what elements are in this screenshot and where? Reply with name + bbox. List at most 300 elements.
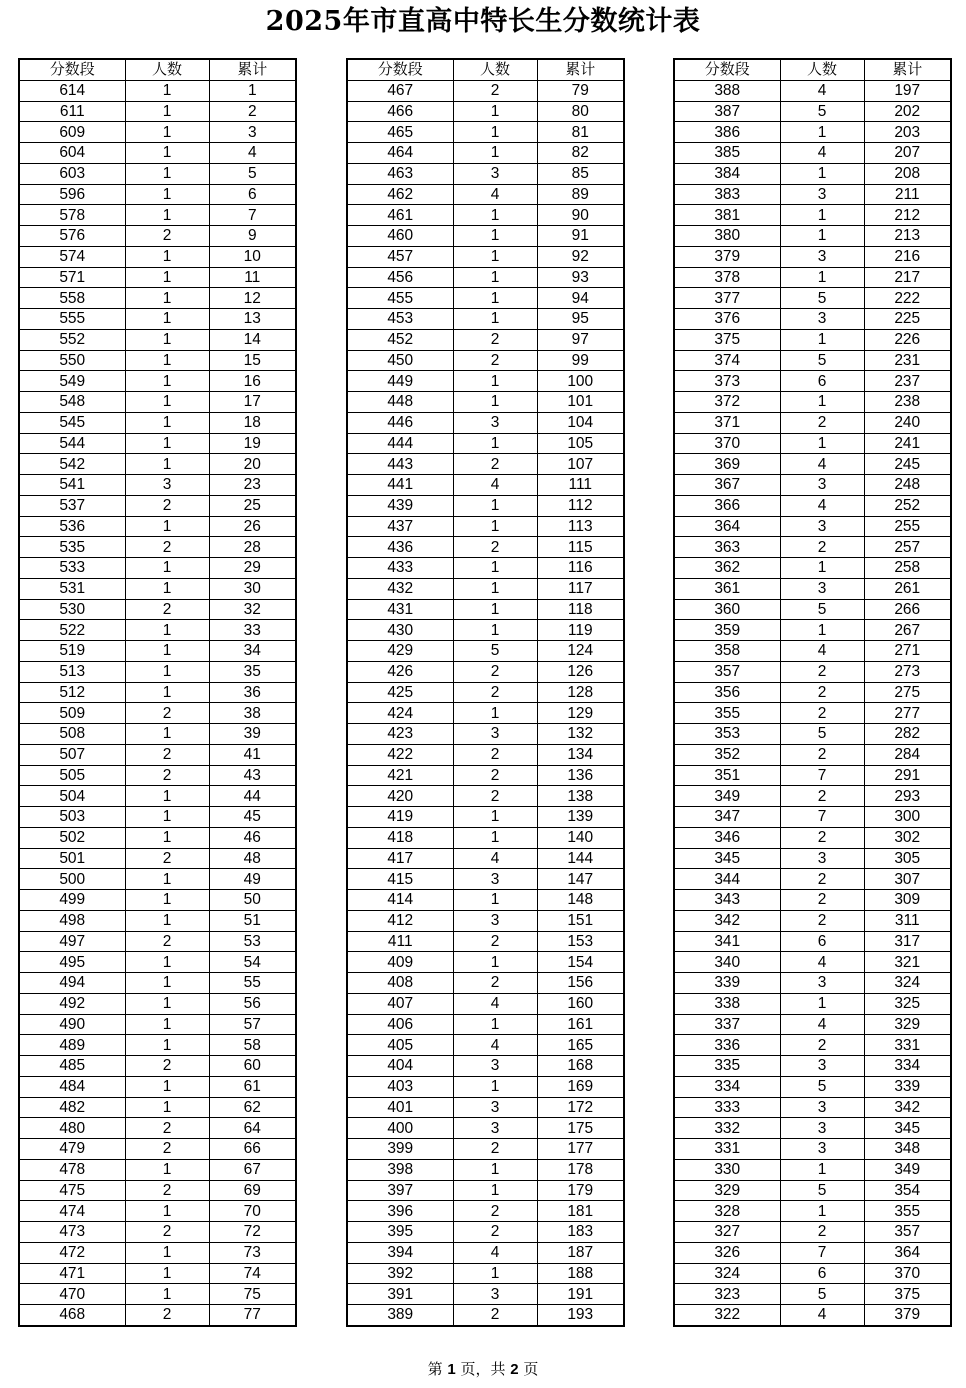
cell-count: 2 bbox=[125, 1056, 209, 1077]
table-row bbox=[674, 122, 951, 143]
table-row bbox=[19, 122, 296, 143]
cell-cumulative: 258 bbox=[864, 558, 951, 579]
cell-cumulative: 50 bbox=[209, 890, 296, 911]
cell-cumulative: 342 bbox=[864, 1097, 951, 1118]
table-row bbox=[674, 599, 951, 620]
cell-score: 480 bbox=[19, 1118, 125, 1139]
cell-score: 478 bbox=[19, 1159, 125, 1180]
table-row bbox=[347, 371, 624, 392]
cell-cumulative: 46 bbox=[209, 827, 296, 848]
table-row bbox=[674, 371, 951, 392]
header-cumulative: 累计 bbox=[537, 59, 624, 80]
cell-count: 3 bbox=[125, 475, 209, 496]
cell-count: 1 bbox=[453, 226, 537, 247]
table-row bbox=[19, 1159, 296, 1180]
cell-cumulative: 79 bbox=[537, 80, 624, 101]
cell-score: 530 bbox=[19, 599, 125, 620]
cell-cumulative: 240 bbox=[864, 412, 951, 433]
cell-cumulative: 30 bbox=[209, 578, 296, 599]
cell-score: 545 bbox=[19, 412, 125, 433]
table-row bbox=[347, 392, 624, 413]
table-row bbox=[347, 1222, 624, 1243]
cell-cumulative: 252 bbox=[864, 495, 951, 516]
cell-cumulative: 183 bbox=[537, 1222, 624, 1243]
cell-score: 603 bbox=[19, 163, 125, 184]
cell-count: 4 bbox=[453, 1035, 537, 1056]
cell-score: 338 bbox=[674, 993, 780, 1014]
cell-score: 460 bbox=[347, 226, 453, 247]
cell-count: 4 bbox=[780, 454, 864, 475]
table-row bbox=[19, 1201, 296, 1222]
cell-count: 1 bbox=[453, 288, 537, 309]
table-row bbox=[674, 1242, 951, 1263]
cell-score: 436 bbox=[347, 537, 453, 558]
cell-score: 533 bbox=[19, 558, 125, 579]
cell-cumulative: 311 bbox=[864, 910, 951, 931]
cell-score: 421 bbox=[347, 765, 453, 786]
cell-score: 492 bbox=[19, 993, 125, 1014]
table-row bbox=[674, 1305, 951, 1326]
table-row bbox=[674, 1118, 951, 1139]
cell-cumulative: 99 bbox=[537, 350, 624, 371]
cell-score: 429 bbox=[347, 641, 453, 662]
cell-score: 614 bbox=[19, 80, 125, 101]
cell-count: 1 bbox=[125, 620, 209, 641]
cell-cumulative: 138 bbox=[537, 786, 624, 807]
table-row bbox=[674, 329, 951, 350]
cell-count: 1 bbox=[453, 122, 537, 143]
table-row bbox=[19, 1076, 296, 1097]
cell-cumulative: 54 bbox=[209, 952, 296, 973]
table-row bbox=[19, 1056, 296, 1077]
cell-cumulative: 175 bbox=[537, 1118, 624, 1139]
cell-score: 424 bbox=[347, 703, 453, 724]
cell-cumulative: 161 bbox=[537, 1014, 624, 1035]
cell-count: 1 bbox=[125, 910, 209, 931]
cell-score: 417 bbox=[347, 848, 453, 869]
cell-score: 513 bbox=[19, 661, 125, 682]
cell-count: 1 bbox=[125, 392, 209, 413]
cell-count: 1 bbox=[125, 578, 209, 599]
cell-score: 351 bbox=[674, 765, 780, 786]
table-row bbox=[347, 827, 624, 848]
cell-count: 3 bbox=[453, 1056, 537, 1077]
cell-score: 359 bbox=[674, 620, 780, 641]
cell-cumulative: 73 bbox=[209, 1242, 296, 1263]
cell-cumulative: 345 bbox=[864, 1118, 951, 1139]
cell-count: 2 bbox=[125, 1139, 209, 1160]
cell-count: 5 bbox=[780, 724, 864, 745]
cell-score: 324 bbox=[674, 1263, 780, 1284]
cell-cumulative: 207 bbox=[864, 143, 951, 164]
cell-score: 420 bbox=[347, 786, 453, 807]
cell-count: 2 bbox=[780, 744, 864, 765]
cell-score: 550 bbox=[19, 350, 125, 371]
cell-count: 5 bbox=[780, 599, 864, 620]
cell-score: 462 bbox=[347, 184, 453, 205]
cell-count: 2 bbox=[125, 931, 209, 952]
cell-score: 449 bbox=[347, 371, 453, 392]
cell-count: 1 bbox=[125, 329, 209, 350]
table-row bbox=[19, 661, 296, 682]
cell-cumulative: 211 bbox=[864, 184, 951, 205]
cell-score: 411 bbox=[347, 931, 453, 952]
cell-cumulative: 354 bbox=[864, 1180, 951, 1201]
footer-page-number: 1 bbox=[447, 1361, 456, 1378]
table-row bbox=[347, 1097, 624, 1118]
cell-cumulative: 92 bbox=[537, 246, 624, 267]
table-row bbox=[347, 163, 624, 184]
cell-score: 490 bbox=[19, 1014, 125, 1035]
cell-count: 2 bbox=[453, 80, 537, 101]
cell-score: 353 bbox=[674, 724, 780, 745]
cell-score: 473 bbox=[19, 1222, 125, 1243]
table-row bbox=[19, 101, 296, 122]
cell-cumulative: 379 bbox=[864, 1305, 951, 1326]
cell-count: 2 bbox=[453, 931, 537, 952]
cell-score: 472 bbox=[19, 1242, 125, 1263]
table-row bbox=[347, 475, 624, 496]
table-row bbox=[19, 848, 296, 869]
cell-score: 558 bbox=[19, 288, 125, 309]
table-row bbox=[674, 537, 951, 558]
cell-score: 331 bbox=[674, 1139, 780, 1160]
table-row bbox=[347, 288, 624, 309]
cell-count: 1 bbox=[453, 599, 537, 620]
table-row bbox=[19, 1284, 296, 1305]
cell-score: 335 bbox=[674, 1056, 780, 1077]
cell-count: 2 bbox=[453, 682, 537, 703]
cell-count: 1 bbox=[125, 1076, 209, 1097]
cell-cumulative: 139 bbox=[537, 807, 624, 828]
table-row bbox=[19, 1242, 296, 1263]
cell-score: 464 bbox=[347, 143, 453, 164]
cell-count: 1 bbox=[125, 350, 209, 371]
table-row bbox=[674, 973, 951, 994]
cell-score: 576 bbox=[19, 226, 125, 247]
table-row bbox=[674, 765, 951, 786]
cell-score: 497 bbox=[19, 931, 125, 952]
cell-cumulative: 20 bbox=[209, 454, 296, 475]
cell-score: 330 bbox=[674, 1159, 780, 1180]
table-row bbox=[19, 786, 296, 807]
table-row bbox=[674, 910, 951, 931]
cell-cumulative: 266 bbox=[864, 599, 951, 620]
table-row bbox=[674, 890, 951, 911]
table-row bbox=[19, 205, 296, 226]
page-title: 2025年市直高中特长生分数统计表 bbox=[265, 6, 701, 37]
cell-count: 6 bbox=[780, 371, 864, 392]
cell-cumulative: 48 bbox=[209, 848, 296, 869]
cell-cumulative: 275 bbox=[864, 682, 951, 703]
cell-count: 2 bbox=[453, 661, 537, 682]
cell-cumulative: 14 bbox=[209, 329, 296, 350]
cell-cumulative: 168 bbox=[537, 1056, 624, 1077]
cell-count: 1 bbox=[125, 1014, 209, 1035]
cell-score: 385 bbox=[674, 143, 780, 164]
cell-score: 363 bbox=[674, 537, 780, 558]
cell-cumulative: 34 bbox=[209, 641, 296, 662]
cell-count: 2 bbox=[125, 1305, 209, 1326]
cell-cumulative: 160 bbox=[537, 993, 624, 1014]
cell-score: 446 bbox=[347, 412, 453, 433]
cell-cumulative: 355 bbox=[864, 1201, 951, 1222]
cell-score: 439 bbox=[347, 495, 453, 516]
cell-score: 578 bbox=[19, 205, 125, 226]
table-row bbox=[347, 869, 624, 890]
cell-score: 342 bbox=[674, 910, 780, 931]
cell-count: 1 bbox=[453, 101, 537, 122]
cell-score: 403 bbox=[347, 1076, 453, 1097]
cell-cumulative: 156 bbox=[537, 973, 624, 994]
table-row bbox=[19, 641, 296, 662]
cell-count: 1 bbox=[125, 101, 209, 122]
cell-cumulative: 95 bbox=[537, 309, 624, 330]
table-row bbox=[347, 641, 624, 662]
cell-cumulative: 307 bbox=[864, 869, 951, 890]
cell-score: 419 bbox=[347, 807, 453, 828]
cell-cumulative: 339 bbox=[864, 1076, 951, 1097]
table-row bbox=[19, 1305, 296, 1326]
cell-count: 1 bbox=[453, 392, 537, 413]
cell-score: 361 bbox=[674, 578, 780, 599]
cell-cumulative: 104 bbox=[537, 412, 624, 433]
cell-score: 549 bbox=[19, 371, 125, 392]
cell-score: 485 bbox=[19, 1056, 125, 1077]
table-row bbox=[347, 578, 624, 599]
table-row bbox=[674, 246, 951, 267]
cell-cumulative: 13 bbox=[209, 309, 296, 330]
cell-cumulative: 193 bbox=[537, 1305, 624, 1326]
cell-count: 1 bbox=[453, 890, 537, 911]
table-row bbox=[674, 724, 951, 745]
table-row bbox=[674, 848, 951, 869]
cell-count: 3 bbox=[780, 1139, 864, 1160]
cell-score: 360 bbox=[674, 599, 780, 620]
cell-cumulative: 58 bbox=[209, 1035, 296, 1056]
cell-count: 1 bbox=[453, 309, 537, 330]
table-row bbox=[674, 993, 951, 1014]
cell-count: 1 bbox=[453, 827, 537, 848]
table-row bbox=[347, 1242, 624, 1263]
table-row bbox=[674, 661, 951, 682]
cell-score: 383 bbox=[674, 184, 780, 205]
cell-score: 381 bbox=[674, 205, 780, 226]
table-row bbox=[674, 267, 951, 288]
table-row bbox=[19, 433, 296, 454]
cell-count: 1 bbox=[125, 890, 209, 911]
cell-count: 1 bbox=[453, 143, 537, 164]
cell-count: 4 bbox=[780, 1305, 864, 1326]
table-row bbox=[347, 350, 624, 371]
cell-score: 522 bbox=[19, 620, 125, 641]
cell-count: 2 bbox=[453, 765, 537, 786]
cell-cumulative: 43 bbox=[209, 765, 296, 786]
cell-count: 5 bbox=[453, 641, 537, 662]
cell-count: 1 bbox=[453, 807, 537, 828]
cell-count: 1 bbox=[125, 80, 209, 101]
table-row bbox=[19, 578, 296, 599]
table-row bbox=[347, 931, 624, 952]
cell-count: 1 bbox=[453, 433, 537, 454]
cell-cumulative: 62 bbox=[209, 1097, 296, 1118]
cell-cumulative: 124 bbox=[537, 641, 624, 662]
cell-score: 453 bbox=[347, 309, 453, 330]
cell-score: 426 bbox=[347, 661, 453, 682]
table-row bbox=[674, 392, 951, 413]
cell-count: 1 bbox=[125, 661, 209, 682]
cell-score: 502 bbox=[19, 827, 125, 848]
table-row bbox=[674, 931, 951, 952]
cell-count: 2 bbox=[780, 412, 864, 433]
cell-cumulative: 33 bbox=[209, 620, 296, 641]
cell-count: 3 bbox=[453, 1284, 537, 1305]
cell-count: 7 bbox=[780, 807, 864, 828]
cell-score: 401 bbox=[347, 1097, 453, 1118]
cell-score: 466 bbox=[347, 101, 453, 122]
cell-count: 1 bbox=[125, 1284, 209, 1305]
cell-count: 3 bbox=[780, 578, 864, 599]
cell-cumulative: 134 bbox=[537, 744, 624, 765]
cell-cumulative: 101 bbox=[537, 392, 624, 413]
cell-score: 337 bbox=[674, 1014, 780, 1035]
table-row bbox=[347, 807, 624, 828]
cell-count: 2 bbox=[125, 1222, 209, 1243]
cell-count: 1 bbox=[125, 952, 209, 973]
cell-cumulative: 357 bbox=[864, 1222, 951, 1243]
cell-count: 1 bbox=[453, 1014, 537, 1035]
cell-count: 1 bbox=[125, 786, 209, 807]
header-cumulative: 累计 bbox=[864, 59, 951, 80]
table-row bbox=[19, 910, 296, 931]
table-row bbox=[19, 392, 296, 413]
cell-score: 456 bbox=[347, 267, 453, 288]
cell-count: 2 bbox=[780, 1035, 864, 1056]
table-row bbox=[347, 620, 624, 641]
cell-score: 406 bbox=[347, 1014, 453, 1035]
cell-count: 1 bbox=[125, 1263, 209, 1284]
cell-count: 1 bbox=[125, 807, 209, 828]
cell-cumulative: 57 bbox=[209, 1014, 296, 1035]
cell-count: 1 bbox=[780, 226, 864, 247]
table-row bbox=[19, 454, 296, 475]
table-row bbox=[347, 1076, 624, 1097]
cell-count: 2 bbox=[125, 765, 209, 786]
table-row bbox=[347, 1035, 624, 1056]
cell-cumulative: 151 bbox=[537, 910, 624, 931]
cell-count: 1 bbox=[125, 1242, 209, 1263]
cell-score: 367 bbox=[674, 475, 780, 496]
cell-score: 398 bbox=[347, 1159, 453, 1180]
cell-score: 373 bbox=[674, 371, 780, 392]
cell-score: 505 bbox=[19, 765, 125, 786]
table-row bbox=[347, 537, 624, 558]
cell-cumulative: 61 bbox=[209, 1076, 296, 1097]
cell-cumulative: 38 bbox=[209, 703, 296, 724]
cell-score: 339 bbox=[674, 973, 780, 994]
cell-cumulative: 325 bbox=[864, 993, 951, 1014]
cell-cumulative: 70 bbox=[209, 1201, 296, 1222]
table-row bbox=[347, 661, 624, 682]
table-row bbox=[19, 1139, 296, 1160]
score-table-3 bbox=[673, 58, 952, 1327]
table-row bbox=[347, 122, 624, 143]
cell-cumulative: 231 bbox=[864, 350, 951, 371]
table-row bbox=[674, 433, 951, 454]
table-row bbox=[674, 163, 951, 184]
cell-count: 1 bbox=[453, 371, 537, 392]
table-row bbox=[19, 765, 296, 786]
cell-score: 450 bbox=[347, 350, 453, 371]
cell-count: 1 bbox=[780, 205, 864, 226]
table-row bbox=[347, 558, 624, 579]
cell-cumulative: 28 bbox=[209, 537, 296, 558]
cell-count: 1 bbox=[125, 184, 209, 205]
cell-score: 536 bbox=[19, 516, 125, 537]
cell-score: 596 bbox=[19, 184, 125, 205]
table-row bbox=[674, 1056, 951, 1077]
cell-count: 1 bbox=[780, 163, 864, 184]
cell-score: 405 bbox=[347, 1035, 453, 1056]
cell-count: 2 bbox=[453, 1201, 537, 1222]
table-row bbox=[347, 952, 624, 973]
cell-cumulative: 25 bbox=[209, 495, 296, 516]
cell-count: 2 bbox=[453, 350, 537, 371]
cell-cumulative: 60 bbox=[209, 1056, 296, 1077]
table-row bbox=[19, 973, 296, 994]
table-row bbox=[347, 267, 624, 288]
table-row bbox=[19, 869, 296, 890]
cell-cumulative: 105 bbox=[537, 433, 624, 454]
cell-cumulative: 165 bbox=[537, 1035, 624, 1056]
cell-score: 387 bbox=[674, 101, 780, 122]
cell-score: 475 bbox=[19, 1180, 125, 1201]
cell-cumulative: 9 bbox=[209, 226, 296, 247]
cell-count: 2 bbox=[453, 329, 537, 350]
cell-score: 474 bbox=[19, 1201, 125, 1222]
table-row bbox=[347, 1180, 624, 1201]
cell-cumulative: 115 bbox=[537, 537, 624, 558]
cell-count: 1 bbox=[125, 869, 209, 890]
cell-count: 1 bbox=[780, 122, 864, 143]
table-row bbox=[674, 288, 951, 309]
cell-count: 1 bbox=[125, 371, 209, 392]
cell-cumulative: 300 bbox=[864, 807, 951, 828]
cell-count: 1 bbox=[453, 205, 537, 226]
cell-cumulative: 5 bbox=[209, 163, 296, 184]
cell-score: 388 bbox=[674, 80, 780, 101]
score-table-1 bbox=[18, 58, 297, 1327]
cell-count: 1 bbox=[125, 827, 209, 848]
cell-cumulative: 222 bbox=[864, 288, 951, 309]
cell-cumulative: 248 bbox=[864, 475, 951, 496]
table-row bbox=[674, 1139, 951, 1160]
cell-count: 1 bbox=[125, 412, 209, 433]
cell-score: 503 bbox=[19, 807, 125, 828]
table-row bbox=[347, 1139, 624, 1160]
cell-score: 571 bbox=[19, 267, 125, 288]
cell-count: 1 bbox=[453, 558, 537, 579]
cell-count: 1 bbox=[125, 143, 209, 164]
cell-cumulative: 241 bbox=[864, 433, 951, 454]
cell-cumulative: 4 bbox=[209, 143, 296, 164]
table-row bbox=[19, 1097, 296, 1118]
cell-cumulative: 202 bbox=[864, 101, 951, 122]
cell-score: 369 bbox=[674, 454, 780, 475]
cell-score: 431 bbox=[347, 599, 453, 620]
cell-count: 1 bbox=[780, 433, 864, 454]
cell-count: 3 bbox=[780, 1118, 864, 1139]
